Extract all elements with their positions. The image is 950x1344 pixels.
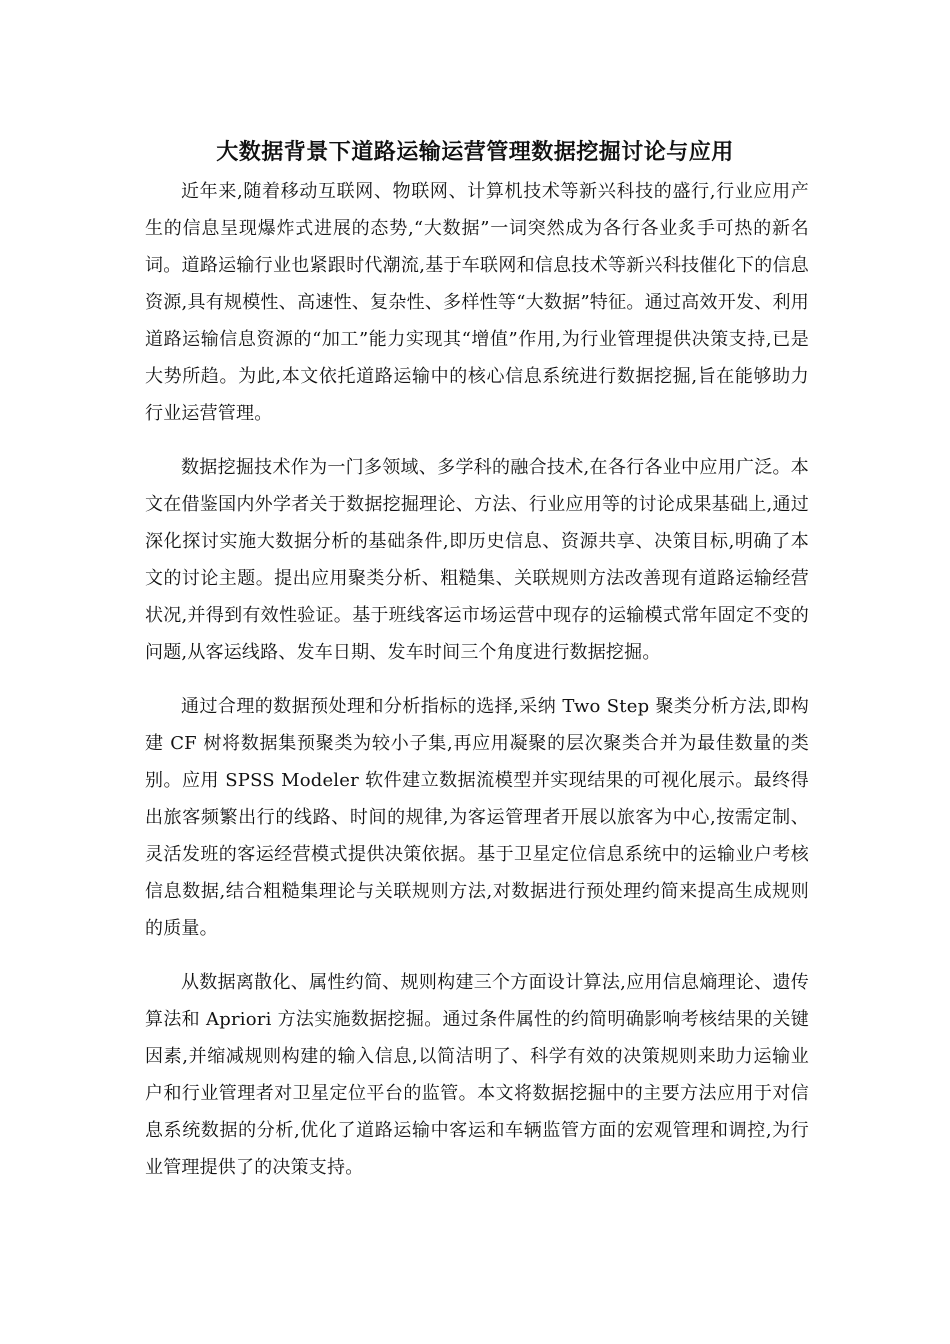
document-title: 大数据背景下道路运输运营管理数据挖掘讨论与应用 <box>216 138 734 165</box>
document-body <box>145 173 809 1203</box>
paragraph-1: 近年来,随着移动互联网、物联网、计算机技术等新兴科技的盛行,行业应用产生的信息呈现爆炸式进展的态势,“大数据”一词突然成为各行各业炙手可热的新名词。道路运输行业也紧跟时代潮流,基于车联网和信息技术等新兴科技催化下的信息资源,具有规模性、高速性、复杂性、多样性等“大数据”特征。通过高效开发、利用道路运输信息资源的“加工”能力实现其“增值”作用,为行业管理提供决策支持,已是大势所趋。为此,本文依托道路运输中的核心信息系统进行数据挖掘,旨在能够助力行业运营管理。 <box>145 181 809 424</box>
paragraph-3: 通过合理的数据预处理和分析指标的选择,采纳 Two Step 聚类分析方法,即构建 CF 树将数据集预聚类为较小子集,再应用凝聚的层次聚类合并为最佳数量的类别。应用 SPSS Modeler 软件建立数据流模型并实现结果的可视化展示。最终得出旅客频繁出行的线路、时间的规律,为客运管理者开展以旅客为中心,按需定制、灵活发班的客运经营模式提供决策依据。基于卫星定位信息系统中的运输业户考核信息数据,结合粗糙集理论与关联规则方法,对数据进行预处理约简来提高生成规则的质量。 <box>145 696 809 939</box>
paragraph-2: 数据挖掘技术作为一门多领域、多学科的融合技术,在各行各业中应用广泛。本文在借鉴国内外学者关于数据挖掘理论、方法、行业应用等的讨论成果基础上,通过深化探讨实施大数据分析的基础条件,即历史信息、资源共享、决策目标,明确了本文的讨论主题。提出应用聚类分析、粗糙集、关联规则方法改善现有道路运输经营状况,并得到有效性验证。基于班线客运市场运营中现存的运输模式常年固定不变的问题,从客运线路、发车日期、发车时间三个角度进行数据挖掘。 <box>145 457 809 663</box>
paragraph-4: 从数据离散化、属性约简、规则构建三个方面设计算法,应用信息熵理论、遗传算法和 Apriori 方法实施数据挖掘。通过条件属性的约简明确影响考核结果的关键因素,并缩减规则构建的输入信息,以简洁明了、科学有效的决策规则来助力运输业户和行业管理者对卫星定位平台的监管。本文将数据挖掘中的主要方法应用于对信息系统数据的分析,优化了道路运输中客运和车辆监管方面的宏观管理和调控,为行业管理提供了的决策支持。 <box>145 972 809 1178</box>
